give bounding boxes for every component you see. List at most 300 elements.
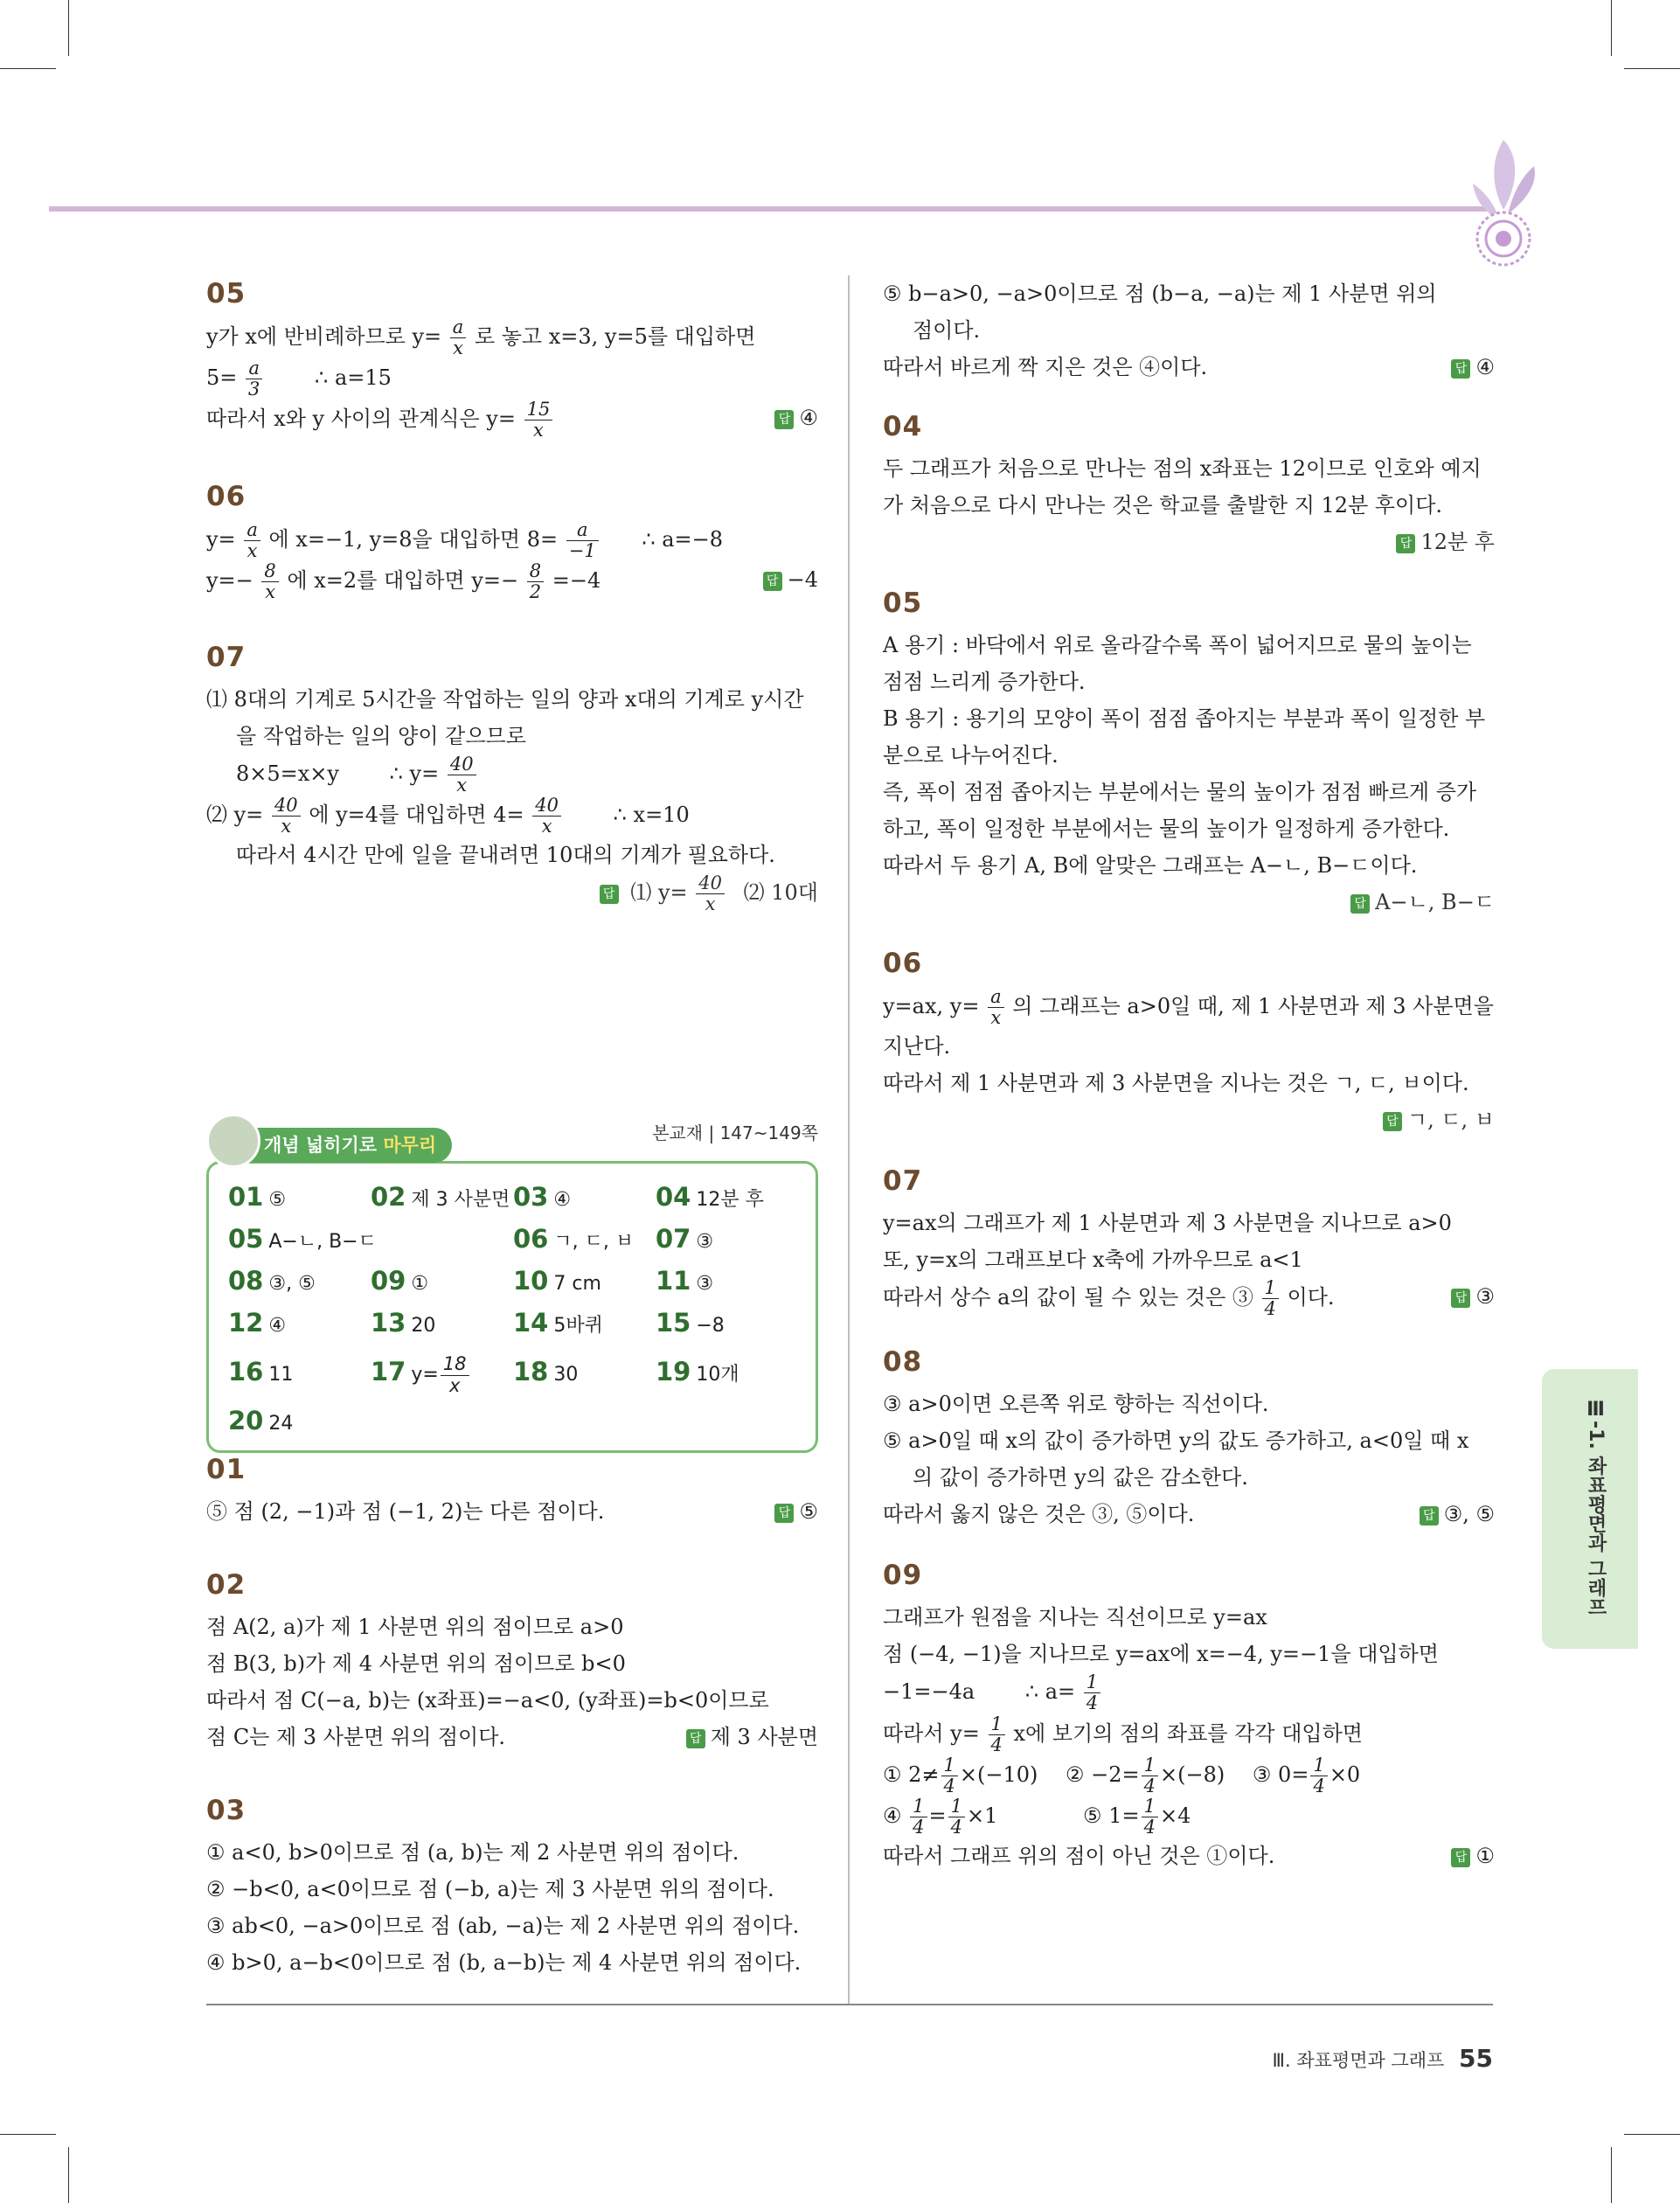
solution-line — [883, 1496, 1495, 1532]
header-rule — [49, 206, 1487, 212]
denominator: 4 — [1313, 1775, 1325, 1796]
denominator: x — [705, 893, 716, 915]
text: 따라서 그래프 위의 점이 아닌 것은 ①이다. — [883, 1844, 1275, 1869]
solution-line: 따라서 4시간 만에 일을 끝내려면 10대의 기계가 필요하다. — [236, 843, 775, 868]
answer-value: 제 3 사분면 — [710, 1725, 818, 1749]
numerator: 1 — [1142, 1755, 1158, 1776]
summary-item — [513, 1347, 656, 1396]
solution-line: 점이다. — [913, 318, 981, 343]
answer — [883, 884, 1495, 921]
text: y가 x에 반비례하므로 y= — [206, 324, 442, 350]
summary-item — [371, 1305, 513, 1340]
solution-line: 점 B(3, b)가 제 4 사분면 위의 점이므로 b<0 — [206, 1651, 626, 1676]
fraction — [1262, 1278, 1279, 1319]
item-value: ③ — [696, 1273, 714, 1295]
text: 이다. — [1287, 1285, 1335, 1310]
text: 따라서 x와 y 사이의 관계식은 y= — [206, 407, 516, 432]
numerator: 40 — [272, 796, 301, 817]
solution-line: 의 값이 증가하면 y의 값은 감소한다. — [913, 1465, 1248, 1491]
denominator: 4 — [1143, 1817, 1156, 1838]
fraction — [524, 400, 553, 441]
solution-line — [883, 1755, 1495, 1796]
summary-item — [513, 1179, 656, 1214]
summary-item — [656, 1347, 798, 1396]
text: ×(−8) — [1160, 1762, 1225, 1787]
answer-07 — [206, 639, 818, 915]
solution-line: ③ a>0이면 오른쪽 위로 향하는 직선이다. — [883, 1392, 1269, 1417]
solution-line — [206, 1493, 818, 1530]
solution-line: ⑤ a>0일 때 x의 값이 증가하면 y의 값도 증가하고, a<0일 때 x — [883, 1428, 1469, 1454]
left-column — [206, 275, 818, 952]
solution-line: ③ ab<0, −a>0이므로 점 (ab, −a)는 제 2 사분면 위의 점이다. — [206, 1914, 800, 1938]
solution-line — [206, 358, 818, 400]
crop-mark — [1611, 2147, 1612, 2203]
question-number: 02 — [206, 1569, 246, 1601]
solution-line: 지난다. — [883, 1034, 951, 1060]
solution-line — [206, 1719, 818, 1755]
question-number: 07 — [206, 641, 246, 673]
fraction — [566, 520, 599, 561]
fraction — [450, 317, 467, 358]
text: 점 C는 제 3 사분면 위의 점이다. — [206, 1725, 506, 1749]
item-number: 13 — [371, 1308, 406, 1338]
text: −1=−4a — [883, 1679, 975, 1705]
fraction — [1084, 1672, 1100, 1713]
denominator: x — [246, 539, 258, 561]
solution-line: ② −b<0, a<0이므로 점 (−b, a)는 제 3 사분면 위의 점이다. — [206, 1877, 774, 1901]
summary-item — [371, 1263, 513, 1298]
summary-item — [656, 1263, 798, 1298]
item-number: 19 — [656, 1357, 691, 1386]
numerator: 1 — [1262, 1278, 1279, 1299]
denominator: x — [281, 816, 292, 837]
summary-item — [371, 1347, 513, 1396]
solution-line — [206, 400, 818, 441]
item-value: 20 — [411, 1315, 436, 1337]
solution-line — [883, 1796, 1495, 1838]
denominator: 4 — [913, 1817, 925, 1838]
text: ④ — [883, 1803, 909, 1829]
text: ② −2= — [1066, 1762, 1140, 1787]
item-value: y= — [411, 1364, 439, 1386]
numerator: a — [244, 520, 260, 541]
numerator: 8 — [527, 561, 544, 582]
answer-mark-icon: 답 — [774, 410, 794, 429]
elephant-icon — [206, 1114, 260, 1168]
summary-item — [656, 1179, 798, 1214]
item-number: 17 — [371, 1357, 406, 1386]
answer-value: ⑴ y= — [630, 880, 688, 906]
crop-mark — [68, 0, 69, 56]
flower-ornament-icon — [1451, 131, 1556, 280]
solution-line — [206, 754, 818, 796]
answer-value: ④ — [799, 406, 818, 431]
solution-line: 가 처음으로 다시 만나는 것은 학교를 출발한 지 12분 후이다. — [883, 493, 1443, 518]
item-number: 02 — [371, 1182, 406, 1212]
numerator: a — [988, 987, 1004, 1008]
text: ×(−10) — [959, 1762, 1038, 1787]
item-value: ④ — [268, 1315, 287, 1337]
solution-line: 점 A(2, a)가 제 1 사분면 위의 점이므로 a>0 — [206, 1615, 624, 1639]
text: 따라서 상수 a의 값이 될 수 있는 것은 ③ — [883, 1285, 1260, 1310]
solution-line: 하고, 폭이 일정한 부분에서는 물의 높이가 일정하게 증가한다. — [883, 817, 1450, 841]
text: ∴ a=15 — [315, 365, 392, 391]
text: 따라서 바르게 짝 지은 것은 ④이다. — [883, 355, 1208, 379]
crop-mark — [1624, 68, 1680, 69]
item-value: 30 — [553, 1364, 579, 1386]
answer-01 — [206, 1451, 818, 1530]
item-value: ① — [411, 1273, 429, 1295]
answer-mark-icon: 답 — [600, 885, 619, 904]
text: x에 보기의 점의 좌표를 각각 대입하면 — [1013, 1720, 1363, 1746]
numerator: 1 — [1310, 1755, 1327, 1776]
item-number: 01 — [228, 1182, 264, 1212]
answer-value: ③ — [1475, 1284, 1495, 1310]
item-number: 16 — [228, 1357, 264, 1386]
solution-line — [883, 1672, 1495, 1713]
answer-value: A−ㄴ, B−ㄷ — [1375, 890, 1495, 914]
item-value: ⑤ — [268, 1189, 287, 1211]
answer-value: ④ — [1475, 355, 1495, 379]
question-number: 07 — [883, 1165, 923, 1198]
numerator: 1 — [948, 1796, 965, 1817]
solution-line: ⑴ 8대의 기계로 5시간을 작업하는 일의 양과 x대의 기계로 y시간 — [206, 686, 804, 712]
fraction — [1142, 1796, 1158, 1838]
answer-06-right — [883, 945, 1495, 1138]
solution-line — [883, 349, 1495, 386]
answer-value: 12분 후 — [1420, 530, 1495, 554]
denominator: 4 — [1264, 1298, 1276, 1320]
text: 따라서 옳지 않은 것은 ③, ⑤이다. — [883, 1502, 1195, 1527]
summary-box — [206, 1119, 818, 1453]
numerator: 18 — [441, 1354, 469, 1375]
item-number: 07 — [656, 1224, 691, 1254]
summary-item — [228, 1263, 371, 1298]
fraction — [1310, 1755, 1327, 1796]
solution-line: 즉, 폭이 점점 좁아지는 부분에서는 물의 높이가 점점 빠르게 증가 — [883, 780, 1477, 804]
answer-02 — [206, 1567, 818, 1755]
item-value: 10개 — [696, 1364, 739, 1386]
answer-value: ㄱ, ㄷ, ㅂ — [1406, 1108, 1495, 1133]
item-value: −8 — [696, 1315, 725, 1337]
solution-line: 점 (−4, −1)을 지나므로 y=ax에 x=−4, y=−1을 대입하면 — [883, 1642, 1439, 1667]
question-number: 03 — [206, 1795, 246, 1826]
text: 로 놓고 x=3, y=5를 대입하면 — [474, 324, 756, 350]
crop-mark — [68, 2147, 69, 2203]
denominator: x — [990, 1007, 1002, 1029]
summary-item — [513, 1221, 656, 1256]
answer — [883, 524, 1495, 560]
answer — [206, 873, 818, 914]
solution-line — [883, 1838, 1495, 1874]
text: ∴ a= — [1024, 1679, 1076, 1705]
solution-line — [883, 987, 1495, 1028]
numerator: 1 — [910, 1796, 927, 1817]
answer-mark-icon: 답 — [1396, 534, 1415, 553]
answer-06 — [206, 478, 818, 602]
fraction — [246, 358, 262, 400]
solution-line: ⑤ b−a>0, −a>0이므로 점 (b−a, −a)는 제 1 사분면 위의 — [883, 281, 1437, 306]
item-value: 12분 후 — [696, 1189, 764, 1211]
numerator: 1 — [941, 1755, 958, 1776]
denominator: 4 — [950, 1817, 963, 1838]
denominator: x — [541, 816, 552, 837]
item-number: 06 — [513, 1224, 549, 1254]
answer — [1420, 1496, 1495, 1532]
solution-line: 분으로 나누어진다. — [883, 743, 1059, 768]
summary-header — [206, 1119, 818, 1161]
text: 따라서 y= — [883, 1720, 980, 1746]
text: 5= — [206, 365, 238, 391]
chapter-side-label: Ⅲ-1. 좌표평면과 그래프 — [1585, 1399, 1607, 1617]
solution-line: 따라서 제 1 사분면과 제 3 사분면을 지나는 것은 ㄱ, ㄷ, ㅂ이다. — [883, 1071, 1469, 1096]
denominator: 4 — [1086, 1692, 1099, 1714]
question-number: 06 — [206, 480, 246, 512]
solution-line: 점점 느리게 증가한다. — [883, 670, 1086, 694]
fraction — [441, 1354, 469, 1395]
answer-04 — [883, 408, 1495, 560]
answer-mark-icon: 답 — [1451, 1289, 1470, 1308]
solution-line — [883, 1278, 1495, 1319]
text: ∴ x=10 — [613, 803, 690, 828]
answer-mark-icon: 답 — [774, 1504, 794, 1523]
item-number: 14 — [513, 1308, 549, 1338]
item-number: 11 — [656, 1266, 691, 1296]
fraction — [989, 1714, 1005, 1755]
summary-item — [656, 1305, 798, 1340]
crop-mark — [1611, 0, 1612, 56]
summary-item — [228, 1347, 371, 1396]
text: ∴ a=−8 — [642, 526, 724, 552]
question-number: 05 — [206, 278, 246, 309]
solution-line: A 용기 : 바닥에서 위로 올라갈수록 폭이 넓어지므로 물의 높이는 — [883, 633, 1472, 657]
item-number: 08 — [228, 1266, 264, 1296]
question-number: 09 — [883, 1560, 923, 1592]
item-number: 09 — [371, 1266, 406, 1296]
text: 의 그래프는 a>0일 때, 제 1 사분면과 제 3 사분면을 — [1012, 994, 1494, 1019]
answer-value: ① — [1475, 1844, 1495, 1869]
solution-line: 그래프가 원점을 지나는 직선이므로 y=ax — [883, 1605, 1267, 1630]
text: ×0 — [1329, 1762, 1361, 1787]
answer-value: −4 — [787, 566, 818, 592]
summary-item — [656, 1221, 798, 1256]
solution-line: 따라서 점 C(−a, b)는 (x좌표)=−a<0, (y좌표)=b<0이므로 — [206, 1688, 769, 1713]
text: ∴ y= — [389, 761, 440, 787]
question-number: 05 — [883, 587, 923, 619]
answer-value: ③, ⑤ — [1443, 1502, 1495, 1527]
answer-05-right — [883, 585, 1495, 921]
numerator: a — [566, 520, 599, 541]
item-value: ③ — [696, 1231, 714, 1253]
answer-09-right — [883, 1557, 1495, 1874]
text: 에 y=4를 대입하면 4= — [309, 803, 524, 828]
denominator: 2 — [529, 580, 542, 602]
summary-item — [371, 1179, 513, 1214]
item-value: ㄱ, ㄷ, ㅂ — [553, 1231, 635, 1253]
answer-mark-icon: 답 — [1451, 1848, 1470, 1867]
answer — [1451, 349, 1495, 386]
crop-mark — [0, 2134, 56, 2135]
denominator: −1 — [568, 539, 596, 561]
answer — [1451, 1278, 1495, 1315]
item-value: 11 — [268, 1364, 294, 1386]
right-column — [883, 275, 1495, 1911]
answer — [774, 1493, 818, 1530]
answer-07-right — [883, 1163, 1495, 1319]
item-value: ④ — [553, 1189, 572, 1211]
text: ⑤ 1= — [1083, 1803, 1140, 1829]
numerator: 15 — [524, 400, 553, 420]
solution-line: 두 그래프가 처음으로 만나는 점의 x좌표는 12이므로 인호와 예지 — [883, 456, 1482, 481]
summary-item — [513, 1263, 656, 1298]
item-value: 24 — [268, 1413, 294, 1435]
numerator: 40 — [696, 873, 725, 894]
denominator: 4 — [1143, 1775, 1156, 1796]
answer — [686, 1719, 818, 1755]
answer-mark-icon: 답 — [1350, 894, 1370, 914]
denominator: x — [533, 420, 544, 441]
solution-line — [206, 520, 818, 561]
denominator: x — [453, 337, 463, 359]
summary-item — [228, 1179, 371, 1214]
page-footer — [1273, 2044, 1493, 2073]
numerator: 1 — [989, 1714, 1005, 1735]
crop-mark — [0, 68, 56, 69]
fraction — [948, 1796, 965, 1838]
item-value: 5바퀴 — [553, 1315, 603, 1337]
summary-grid — [228, 1179, 796, 1438]
numerator: a — [246, 358, 262, 379]
fraction — [941, 1755, 958, 1796]
item-number: 04 — [656, 1182, 691, 1212]
footer-chapter: Ⅲ. 좌표평면과 그래프 — [1272, 2050, 1445, 2071]
question-number: 08 — [883, 1346, 923, 1379]
fraction — [532, 796, 561, 837]
item-number: 03 — [513, 1182, 549, 1212]
answer-mark-icon: 답 — [686, 1729, 705, 1748]
answer-03-continued — [883, 275, 1495, 386]
item-number: 10 — [513, 1266, 549, 1296]
item-number: 15 — [656, 1308, 691, 1338]
fraction — [244, 520, 260, 561]
text: 8×5=x×y — [236, 761, 339, 787]
text: =−4 — [552, 567, 601, 593]
item-value: 7 cm — [553, 1273, 601, 1295]
item-number: 12 — [228, 1308, 264, 1338]
answer-mark-icon: 답 — [763, 572, 782, 591]
numerator: 1 — [1142, 1796, 1158, 1817]
text: ③ 0= — [1252, 1762, 1309, 1787]
text: y=− — [206, 567, 253, 593]
text: 에 x=−1, y=8을 대입하면 8= — [268, 526, 559, 552]
text: y=ax, y= — [883, 994, 980, 1019]
left-column-lower — [206, 1451, 818, 2018]
answer-value: ⑵ 10대 — [743, 880, 818, 906]
fraction — [261, 561, 278, 602]
numerator: 1 — [1084, 1672, 1100, 1693]
text: ×1 — [967, 1803, 998, 1829]
answer-05 — [206, 275, 818, 441]
answer — [774, 400, 818, 436]
fraction — [448, 754, 476, 796]
page-number: 55 — [1459, 2044, 1493, 2073]
solution-line: ① a<0, b>0이므로 점 (a, b)는 제 2 사분면 위의 점이다. — [206, 1840, 739, 1865]
answer-mark-icon: 답 — [1451, 359, 1470, 379]
fraction — [988, 987, 1004, 1028]
solution-line: 을 작업하는 일의 양이 같으므로 — [236, 723, 526, 748]
summary-item — [513, 1305, 656, 1340]
answer-08-right — [883, 1344, 1495, 1532]
answer-mark-icon: 답 — [1420, 1506, 1439, 1525]
solution-line — [206, 796, 818, 837]
text: 에 x=2를 대입하면 y=− — [287, 567, 519, 593]
text: ⑵ y= — [206, 803, 264, 828]
answer — [763, 561, 818, 598]
text: ① 2≠ — [883, 1762, 940, 1787]
item-number: 20 — [228, 1406, 264, 1435]
numerator: 40 — [532, 796, 561, 817]
tab-highlight: 마무리 — [383, 1135, 437, 1156]
summary-item — [228, 1403, 371, 1438]
numerator: a — [450, 317, 467, 338]
column-divider — [848, 275, 850, 2005]
fraction — [696, 873, 725, 914]
question-number: 04 — [883, 411, 923, 442]
solution-line — [206, 317, 818, 358]
item-value: ③, ⑤ — [268, 1273, 316, 1295]
fraction — [527, 561, 544, 602]
summary-item — [228, 1305, 371, 1340]
tab-label: 개념 넓히기로 — [264, 1135, 384, 1156]
summary-grid-box — [206, 1161, 818, 1453]
question-number: 01 — [206, 1454, 246, 1485]
answer-03 — [206, 1792, 818, 1981]
item-number: 18 — [513, 1357, 549, 1386]
answer — [883, 1102, 1495, 1138]
numerator: 8 — [261, 561, 278, 582]
text: ⑤ 점 (2, −1)과 점 (−1, 2)는 다른 점이다. — [206, 1499, 605, 1524]
solution-line: 따라서 두 용기 A, B에 알맞은 그래프는 A−ㄴ, B−ㄷ이다. — [883, 853, 1418, 878]
item-value: A−ㄴ, B−ㄷ — [268, 1231, 377, 1253]
denominator: 3 — [248, 379, 260, 400]
answer-mark-icon: 답 — [1383, 1112, 1402, 1131]
solution-line: 또, y=x의 그래프보다 x축에 가까우므로 a<1 — [883, 1247, 1303, 1273]
answer — [1451, 1838, 1495, 1874]
text: = — [928, 1803, 947, 1829]
denominator: x — [448, 1374, 461, 1396]
item-value: 제 3 사분면 — [411, 1189, 510, 1211]
denominator: x — [456, 775, 468, 796]
denominator: 4 — [943, 1775, 955, 1796]
crop-mark — [1624, 2134, 1680, 2135]
denominator: 4 — [990, 1734, 1003, 1755]
fraction — [272, 796, 301, 837]
item-number: 05 — [228, 1224, 264, 1254]
answer-value: ⑤ — [799, 1499, 818, 1524]
solution-line — [206, 561, 818, 602]
summary-item — [228, 1221, 513, 1256]
solution-line: ④ b>0, a−b<0이므로 점 (b, a−b)는 제 4 사분면 위의 점이다. — [206, 1950, 802, 1975]
solution-line — [883, 1714, 1495, 1755]
denominator: x — [265, 580, 276, 602]
solution-line: y=ax의 그래프가 제 1 사분면과 제 3 사분면을 지나므로 a>0 — [883, 1211, 1452, 1236]
solution-line: B 용기 : 용기의 모양이 폭이 점점 좁아지는 부분과 폭이 일정한 부 — [883, 706, 1486, 731]
numerator: 40 — [448, 754, 476, 775]
page-reference: 본교재 | 147~149쪽 — [652, 1122, 818, 1143]
fraction — [1142, 1755, 1158, 1796]
fraction — [910, 1796, 927, 1838]
text: ×4 — [1159, 1803, 1191, 1829]
